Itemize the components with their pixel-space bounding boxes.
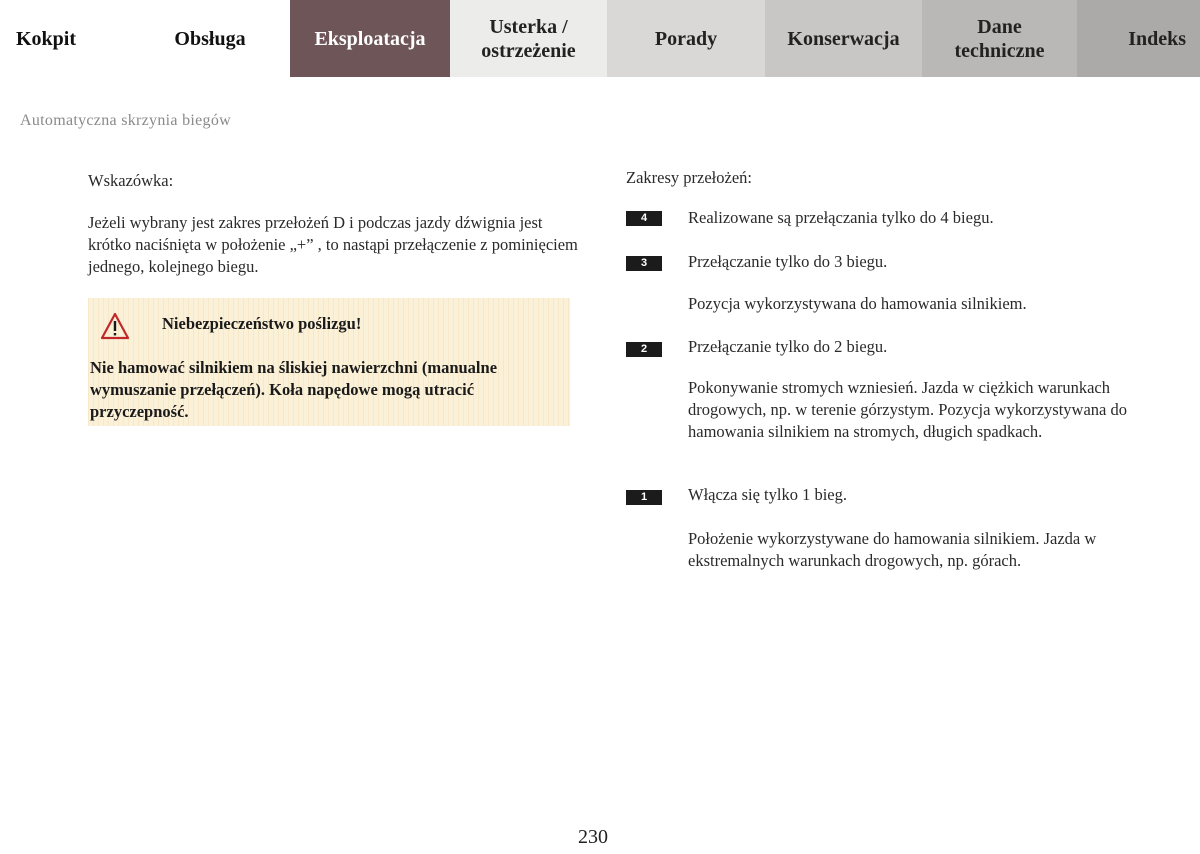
left-column [88,170,578,278]
gear-1-badge-icon: 1 [626,490,662,505]
tab-label: Obsługa [174,27,246,50]
tab-konserwacja[interactable] [765,0,922,77]
range-2-text: Przełączanie tylko do 2 biegu. [688,337,888,356]
tab-label: Indeks [1128,27,1186,50]
tab-label: Eksploatacja [314,27,426,50]
gear-3-badge-icon: 3 [626,256,662,271]
tab-label-line1: Dane [977,15,1022,38]
hint-heading: Wskazówka: [88,171,174,190]
tab-label: Kokpit [16,27,77,50]
ranges-heading: Zakresy przełożeń: [626,168,752,187]
hint-text: Jeżeli wybrany jest zakres przełożeń D i podczas jazdy dźwignia jest krótko naciśnięta w położenie „+” , to nastąpi przełączenie z pominięciem jednego, kolejnego biegu. [88,213,578,276]
gear-4-badge-icon: 4 [626,211,662,226]
range-3-note: Pozycja wykorzystywana do hamowania silnikiem. [688,294,1027,313]
warning-title: Niebezpieczeństwo poślizgu! [162,314,362,333]
warning-box [88,298,570,426]
gear-2-badge-icon: 2 [626,342,662,357]
tab-label-line1: Usterka / [489,15,568,38]
tab-kokpit[interactable] [0,0,130,77]
range-2-note: Pokonywanie stromych wzniesień. Jazda w ciężkich warunkach drogowych, np. w terenie górzystym. Pozycja wykorzystywana do hamowania silnikiem na stromych, długich spadkach. [688,378,1127,441]
range-4-text: Realizowane są przełączania tylko do 4 biegu. [688,208,994,227]
tab-usterka-ostrzezenie[interactable] [450,0,607,77]
page-number: 230 [578,826,608,848]
range-3-text: Przełączanie tylko do 3 biegu. [688,252,888,271]
tab-indeks[interactable] [1077,0,1200,77]
tab-eksploatacja[interactable] [290,0,450,77]
tab-label: Konserwacja [787,27,900,50]
warning-triangle-icon [100,312,130,340]
range-1-text: Włącza się tylko 1 bieg. [688,485,847,504]
tab-obsluga[interactable] [130,0,290,77]
tab-label-line2: ostrzeżenie [481,39,576,62]
section-title: Automatyczna skrzynia biegów [20,112,232,129]
tab-dane-techniczne[interactable] [922,0,1077,77]
warning-text: Nie hamować silnikiem na śliskiej nawierzchni (manualne wymuszanie przełączeń). Koła napędowe mogą utracić przyczepność. [90,358,498,421]
tab-porady[interactable] [607,0,765,77]
tab-label-line2: techniczne [954,39,1045,62]
chapter-tab-bar [0,0,1200,77]
tab-label: Porady [654,27,718,50]
range-1-note: Położenie wykorzystywane do hamowania silnikiem. Jazda w ekstremalnych warunkach drogowych, np. górach. [688,529,1097,570]
